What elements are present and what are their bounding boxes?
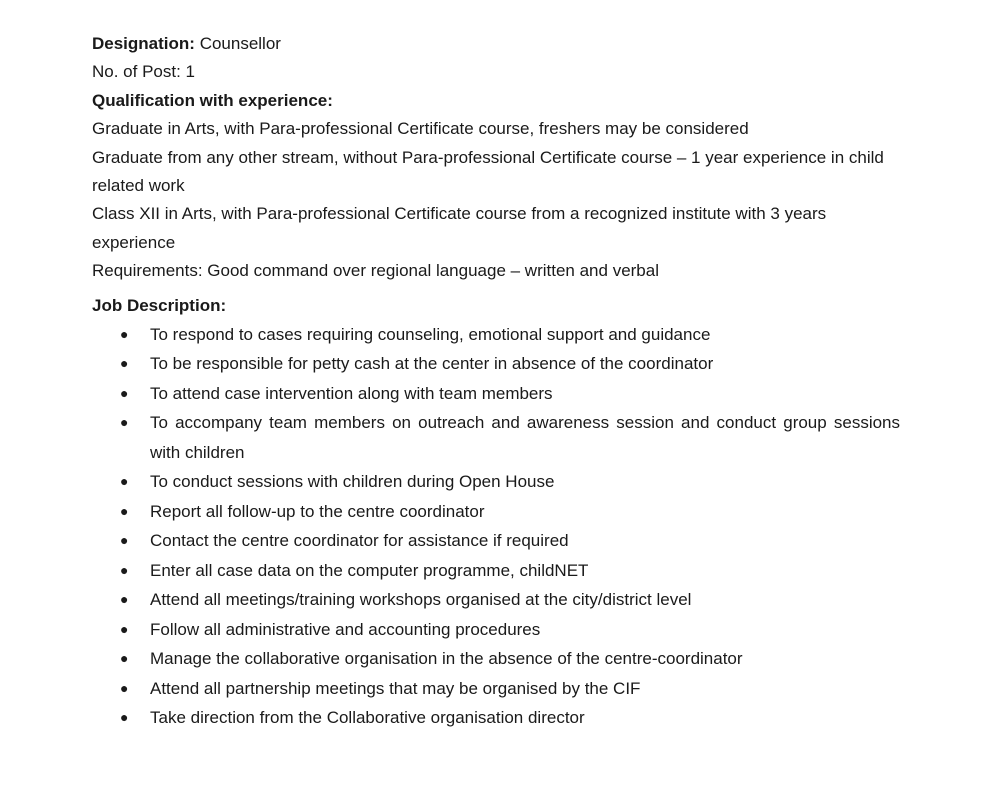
bullet-icon: ● xyxy=(120,620,129,637)
bullet-icon: ● xyxy=(120,355,129,372)
designation-label: Designation: xyxy=(92,34,195,53)
list-item-text: To respond to cases requiring counseling, emotional support and guidance xyxy=(150,324,711,344)
qualification-line: Graduate in Arts, with Para-professional Certificate course, freshers may be considered xyxy=(92,119,749,139)
list-item-text: To be responsible for petty cash at the center in absence of the coordinator xyxy=(150,354,714,374)
bullet-icon: ● xyxy=(120,473,129,490)
list-item xyxy=(92,644,900,674)
list-item-text: Enter all case data on the computer programme, childNET xyxy=(150,560,589,580)
list-item-text: Follow all administrative and accounting procedures xyxy=(150,619,541,639)
number-of-posts: No. of Post: 1 xyxy=(92,62,195,82)
designation-value: Counsellor xyxy=(199,34,281,53)
qualification-line: Class XII in Arts, with Para-professional Certificate course from a recognized institute with 3 years experience xyxy=(92,204,827,252)
bullet-icon: ● xyxy=(120,591,129,608)
list-item xyxy=(92,615,900,645)
list-item xyxy=(92,320,900,350)
job-duties-list xyxy=(92,320,900,733)
list-item-text: Manage the collaborative organisation in the absence of the centre-coordinator xyxy=(150,649,743,669)
document-page xyxy=(92,30,900,733)
list-item-text: Take direction from the Collaborative organisation director xyxy=(150,708,585,728)
list-item xyxy=(92,408,900,467)
bullet-icon: ● xyxy=(120,561,129,578)
bullet-icon: ● xyxy=(120,679,129,696)
list-item-text: Report all follow-up to the centre coordinator xyxy=(150,501,485,521)
job-description-heading: Job Description: xyxy=(92,295,227,315)
list-item xyxy=(92,674,900,704)
list-item xyxy=(92,379,900,409)
list-item xyxy=(92,556,900,586)
list-item xyxy=(92,526,900,556)
list-item-text: To attend case intervention along with team members xyxy=(150,383,553,403)
bullet-icon: ● xyxy=(120,709,129,726)
bullet-icon: ● xyxy=(120,532,129,549)
list-item xyxy=(92,349,900,379)
bullet-icon: ● xyxy=(120,502,129,519)
requirements-line: Requirements: Good command over regional language – written and verbal xyxy=(92,261,659,281)
designation-line xyxy=(92,30,900,58)
list-item xyxy=(92,703,900,733)
bullet-icon: ● xyxy=(120,325,129,342)
list-item-text: Contact the centre coordinator for assistance if required xyxy=(150,531,569,551)
list-item xyxy=(92,497,900,527)
list-item xyxy=(92,467,900,497)
list-item-text: To conduct sessions with children during Open House xyxy=(150,472,555,492)
list-item-text: Attend all meetings/training workshops organised at the city/district level xyxy=(150,590,692,610)
list-item xyxy=(92,585,900,615)
bullet-icon: ● xyxy=(120,414,129,431)
bullet-icon: ● xyxy=(120,650,129,667)
list-item-text: Attend all partnership meetings that may be organised by the CIF xyxy=(150,678,641,698)
bullet-icon: ● xyxy=(120,384,129,401)
qualification-line: Graduate from any other stream, without Para-professional Certificate course – 1 year experience in child related work xyxy=(92,147,884,196)
qualification-heading: Qualification with experience: xyxy=(92,90,333,110)
list-item-text: To accompany team members on outreach and awareness session and conduct group sessions with children xyxy=(150,413,900,462)
